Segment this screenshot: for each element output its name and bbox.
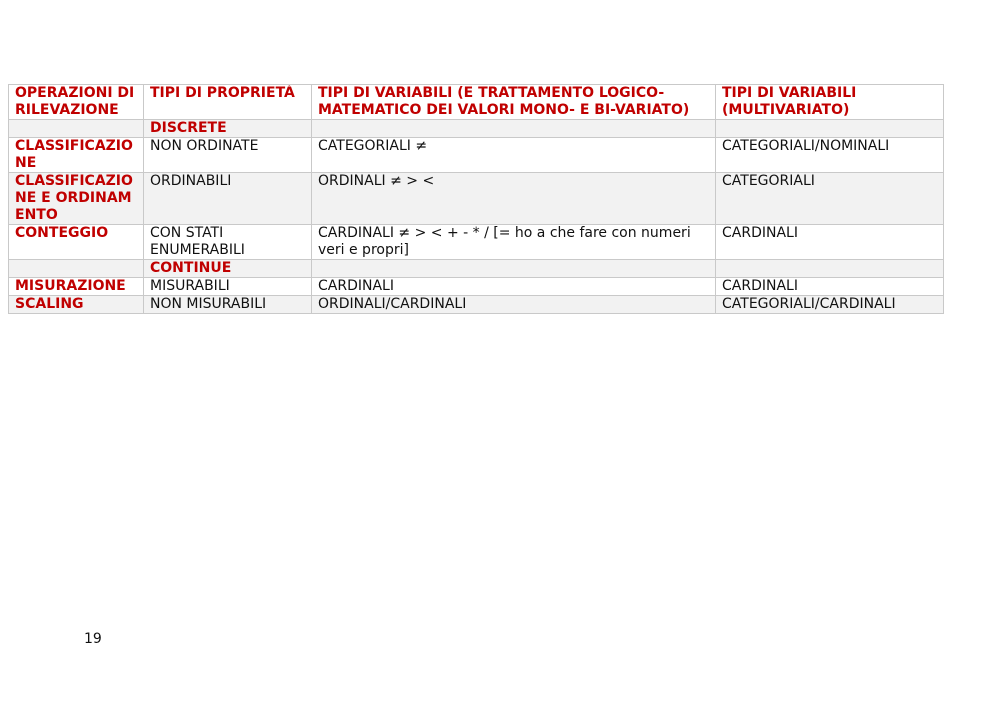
properties-variables-table [8,84,944,314]
multivariate-cell: CATEGORIALI [716,173,944,225]
operation-cell: SCALING [9,296,144,314]
header-operations: OPERAZIONI DI RILEVAZIONE [9,85,144,120]
header-variable-types-multivariate: TIPI DI VARIABILI (MULTIVARIATO) [716,85,944,120]
empty-cell [312,120,716,138]
section-row-discrete [9,120,944,138]
multivariate-cell: CATEGORIALI/CARDINALI [716,296,944,314]
variables-cell: CARDINALI [312,278,716,296]
header-property-types: TIPI DI PROPRIETÀ [144,85,312,120]
property-cell: MISURABILI [144,278,312,296]
table-row [9,225,944,260]
table-row [9,296,944,314]
property-cell: ORDINABILI [144,173,312,225]
variables-cell: CATEGORIALI ≠ [312,138,716,173]
section-label-continue: CONTINUE [144,260,312,278]
empty-cell [716,260,944,278]
multivariate-cell: CARDINALI [716,225,944,260]
variables-cell: ORDINALI/CARDINALI [312,296,716,314]
variables-cell: CARDINALI ≠ > < + - * / [= ho a che fare con numeri veri e propri] [312,225,716,260]
empty-cell [9,120,144,138]
empty-cell [312,260,716,278]
empty-cell [9,260,144,278]
property-cell: NON ORDINATE [144,138,312,173]
table-row [9,138,944,173]
property-cell: CON STATI ENUMERABILI [144,225,312,260]
operation-cell: MISURAZIONE [9,278,144,296]
multivariate-cell: CARDINALI [716,278,944,296]
table-row [9,278,944,296]
header-variable-types: TIPI DI VARIABILI (E TRATTAMENTO LOGICO-MATEMATICO DEI VALORI MONO- E BI-VARIATO) [312,85,716,120]
section-row-continue [9,260,944,278]
section-label-discrete: DISCRETE [144,120,312,138]
variables-cell: ORDINALI ≠ > < [312,173,716,225]
page-number: 19 [84,631,102,647]
empty-cell [716,120,944,138]
table-row [9,173,944,225]
operation-cell: CLASSIFICAZIONE [9,138,144,173]
property-cell: NON MISURABILI [144,296,312,314]
operation-cell: CONTEGGIO [9,225,144,260]
operation-cell: CLASSIFICAZIONE E ORDINAMENTO [9,173,144,225]
header-row [9,85,944,120]
multivariate-cell: CATEGORIALI/NOMINALI [716,138,944,173]
